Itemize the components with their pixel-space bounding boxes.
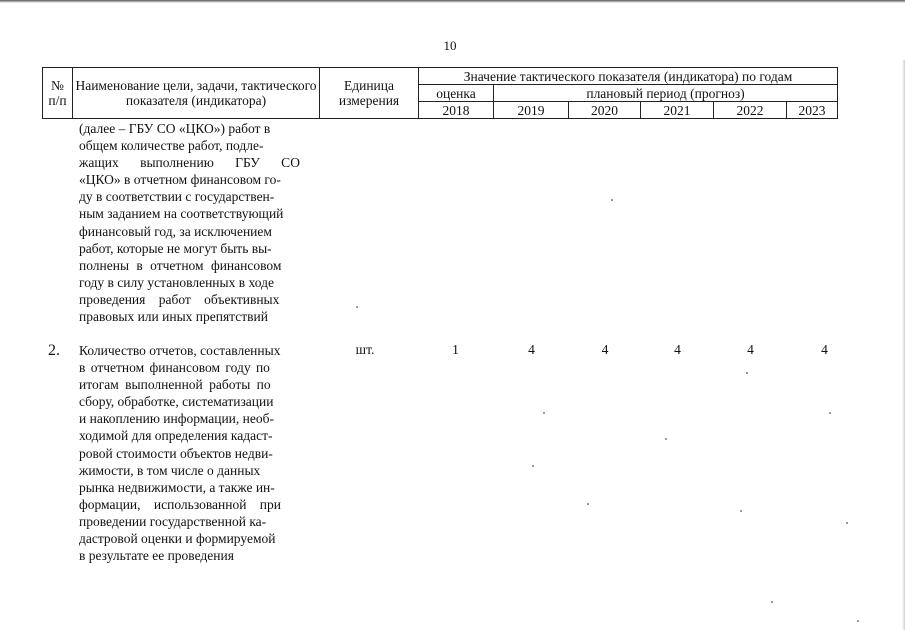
- name-line: ходимой для определения кадаст-: [79, 428, 273, 444]
- name-line: полнены в отчетном финансовом: [79, 257, 282, 273]
- name-line: формации, использованной при: [79, 496, 282, 512]
- name-line: финансовый год, за исключением: [79, 223, 272, 239]
- name-line: проведения работ объективных: [79, 291, 280, 307]
- row-2-value-2021: 4: [674, 342, 681, 357]
- row-2-value-2018: 1: [452, 342, 459, 357]
- header-estimate: оценка: [419, 85, 494, 102]
- scan-speck: [356, 306, 358, 308]
- scan-speck: [587, 503, 589, 505]
- name-line: ным заданием на соответствующий: [79, 206, 284, 222]
- scan-speck: [829, 412, 831, 414]
- header-year-2018: 2018: [419, 102, 494, 119]
- header-year-2021: 2021: [641, 102, 714, 119]
- row-2-value-2020: 4: [601, 342, 609, 357]
- scan-speck: [846, 522, 848, 524]
- name-line: жимости, в том числе о данных: [79, 462, 261, 478]
- name-line: проведении государственной ка-: [79, 513, 267, 529]
- row-2-value-2023: 4: [821, 342, 828, 357]
- header-year-2020: 2020: [569, 102, 641, 119]
- scan-speck: [857, 620, 859, 622]
- name-line: работ, которые не могут быть вы-: [79, 240, 272, 256]
- scan-speck: [746, 372, 748, 374]
- name-line: Количество отчетов, составленных: [79, 343, 281, 358]
- scan-speck: [740, 510, 742, 512]
- name-line: (далее – ГБУ СО «ЦКО») работ в: [79, 121, 271, 136]
- header-num: № п/п: [43, 68, 73, 119]
- row-2-value-2022: 4: [747, 342, 754, 357]
- scan-top-edge: [0, 0, 905, 3]
- row-1-name: [79, 120, 309, 325]
- header-unit: Единица измерения: [320, 68, 419, 119]
- scan-speck: [771, 601, 773, 603]
- scan-speck: [543, 412, 545, 414]
- header-year-2019: 2019: [494, 102, 569, 119]
- name-line: итогам выполненной работы по: [79, 377, 271, 393]
- row-2-name: [79, 342, 309, 564]
- name-line: дастровой оценки и формируемой: [79, 531, 276, 547]
- scan-speck: [611, 199, 613, 201]
- table-header: [42, 67, 838, 119]
- name-line: сбору, обработке, систематизации: [79, 394, 274, 410]
- header-name: Наименование цели, задачи, тактического показателя (индикатора): [73, 68, 320, 119]
- header-year-2023: 2023: [787, 102, 838, 119]
- name-line: «ЦКО» в отчетном финансовом го-: [79, 172, 281, 188]
- page-number: 10: [443, 38, 457, 53]
- row-2-value-2019: 4: [528, 342, 535, 357]
- header-year-2022: 2022: [714, 102, 787, 119]
- row-2-num: 2.: [48, 342, 60, 359]
- header-values: Значение тактического показателя (индикатора) по годам: [419, 68, 838, 85]
- name-line: в результате ее проведения: [79, 548, 234, 564]
- name-line: ровой стоимости объектов недви-: [79, 445, 273, 461]
- name-line: и накоплению информации, необ-: [79, 411, 274, 427]
- scan-speck: [665, 438, 667, 440]
- name-line: ду в соответствии с государствен-: [79, 189, 275, 205]
- header-plan: плановый период (прогноз): [494, 85, 838, 102]
- name-line: правовых или иных препятствий: [79, 309, 268, 325]
- row-2-unit: шт.: [355, 342, 375, 357]
- name-line: в отчетном финансовом году по: [79, 360, 270, 376]
- name-line: общем количестве работ, подле-: [79, 138, 264, 154]
- name-line: году в силу установленных в ходе: [79, 274, 274, 290]
- name-line: рынка недвижимости, а также ин-: [79, 479, 275, 495]
- scan-speck: [532, 465, 534, 467]
- name-line: жащих выполнению ГБУ СО: [79, 155, 300, 171]
